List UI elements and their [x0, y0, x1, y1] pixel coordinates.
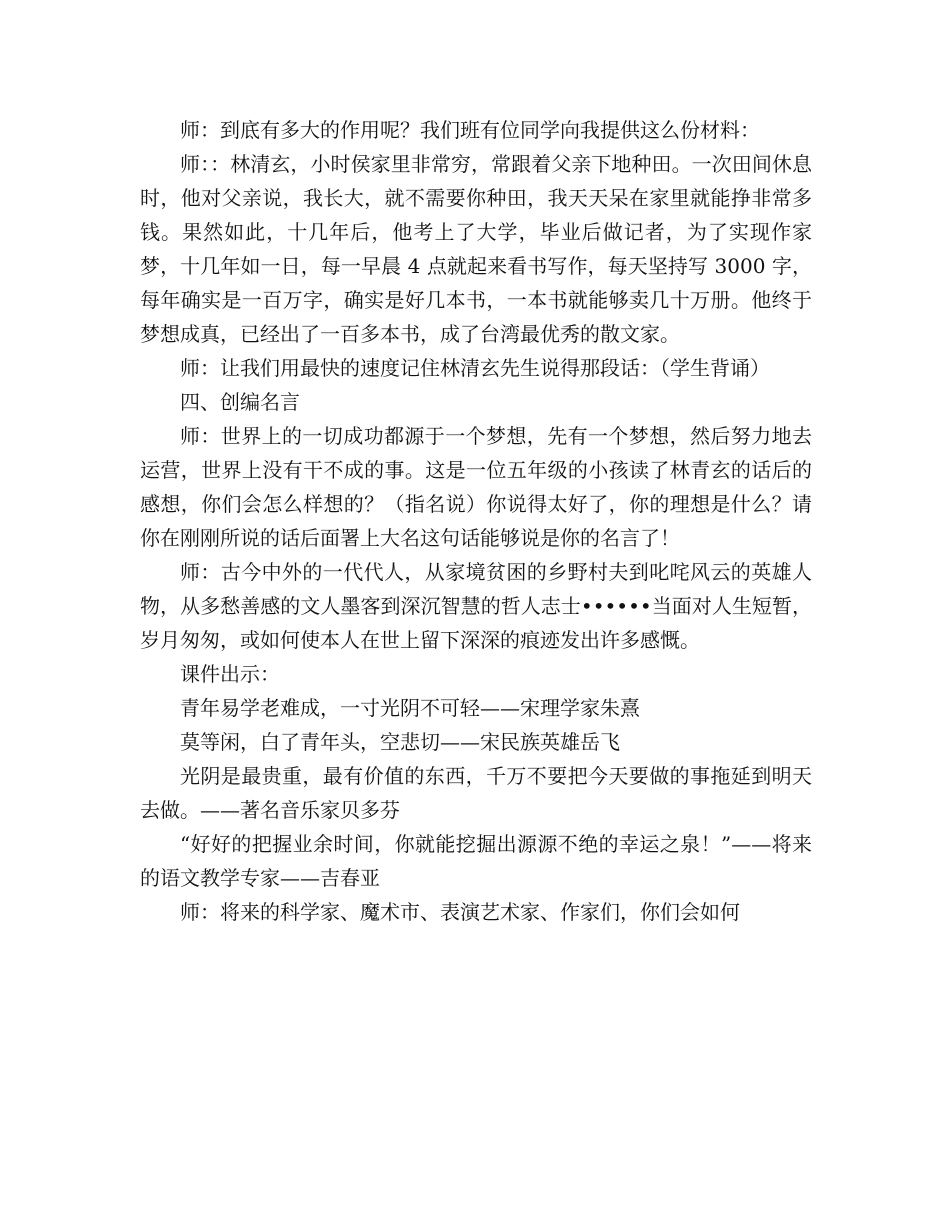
quote-ji-chunya: “好好的把握业余时间，你就能挖掘出源源不绝的幸运之泉！”——将来的语文教学专家——吉春亚	[140, 832, 812, 890]
paragraph-courseware-intro: 课件出示：	[180, 662, 280, 686]
paragraph-future-professions: 师：将来的科学家、魔术市、表演艺术家、作家们，你们会如何	[180, 900, 740, 924]
quote-yue-fei: 莫等闲，白了青年头，空悲切——宋民族英雄岳飞	[180, 730, 620, 754]
paragraph-dream-success: 师：世界上的一切成功都源于一个梦想，先有一个梦想，然后努力地去运营，世界上没有干不成的事。这是一位五年级的小孩读了林青玄的话后的感想，你们会怎么样想的？（指名说）你说得太好了，你的理想是什么？请你在刚刚所说的话后面署上大名这句话能够说是你的名言了！	[140, 424, 812, 550]
paragraph-lin-qingxuan-story: 师：：林清玄，小时侯家里非常穷，常跟着父亲下地种田。一次田间休息时，他对父亲说，我长大，就不需要你种田，我天天呆在家里就能挣非常多钱。果然如此，十几年后，他考上了大学，毕业后做记者，为了实现作家梦，十几年如一日，每一早晨 4 点就起来看书写作，每天坚持写 3000 字，每年确实是一百万字，确实是好几本书，一本书就能够卖几十万册。他终于梦想成真，已经出了一百多本书，成了台湾最优秀的散文家。	[140, 152, 812, 346]
paragraph-recite-instruction: 师：让我们用最快的速度记住林清玄先生说得那段话：（学生背诵）	[180, 356, 770, 380]
paragraph-teacher-question: 师：到底有多大的作用呢？我们班有位同学向我提供这么份材料：	[180, 118, 760, 142]
paragraph-generations: 师：古今中外的一代代人，从家境贫困的乡野村夫到叱咤风云的英雄人物，从多愁善感的文人墨客到深沉智慧的哲人志士••••••当面对人生短暂，岁月匆匆，或如何使本人在世上留下深深的痕迹发出许多感慨。	[140, 560, 812, 652]
quote-zhu-xi: 青年易学老难成，一寸光阴不可轻——宋理学家朱熹	[180, 696, 640, 720]
section-heading-create-quotes: 四、创编名言	[180, 390, 300, 414]
quote-beethoven: 光阴是最贵重，最有价值的东西，千万不要把今天要做的事拖延到明天去做。——著名音乐家贝多芬	[140, 764, 812, 822]
document-body	[140, 113, 812, 929]
